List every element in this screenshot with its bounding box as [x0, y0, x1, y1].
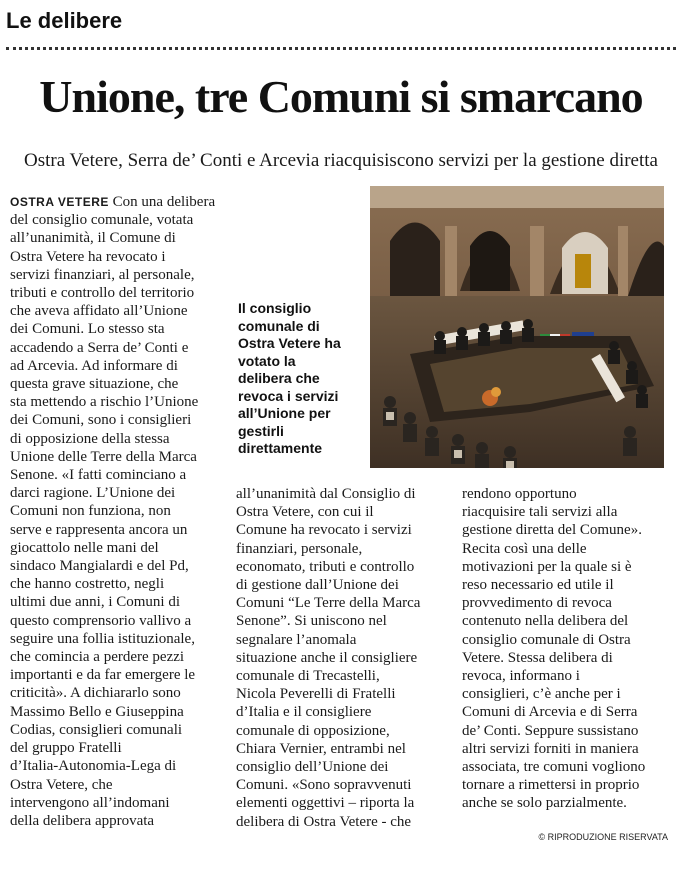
article-text-line: questo comprensorio vallivo a — [10, 612, 192, 629]
article-text-line: giocattolo nelle mani del — [10, 539, 159, 556]
council-meeting-photo — [370, 186, 664, 468]
article-text-line: comunale di opposizione, — [236, 722, 390, 739]
article-text-line: sta mettendo a rischio l’Unione — [10, 394, 199, 411]
article-column-2 — [236, 485, 448, 831]
article-first-line-text: Con una delibera — [108, 194, 216, 210]
article-text-line: provvedimento di revoca — [462, 595, 612, 612]
caption-line: Ostra Vetere ha — [238, 335, 341, 351]
article-first-line — [10, 193, 226, 211]
caption-line: gestirli — [238, 422, 284, 439]
article-text-line: comunale di Trecastelli, — [236, 668, 380, 685]
caption-line: all’Unione per — [238, 405, 331, 421]
article-text-line: seguire una follia istituzionale, — [10, 630, 195, 647]
article-text-line: contenuto nella delibera del — [462, 613, 629, 630]
article-text-line: Comuni non funziona, non — [10, 503, 171, 520]
article-text-line: dei Comuni, sono i consiglieri — [10, 412, 192, 429]
article-text-line: segnalare l’anomala — [236, 631, 357, 648]
article-text-line: sindaco Mangialardi e del Pd, — [10, 558, 189, 575]
article-text-line: ultimi due anni, i Comuni di — [10, 594, 180, 611]
article-text-line: che aveva affidato all’Unione — [10, 303, 188, 320]
article-column-1 — [10, 193, 226, 830]
article-text-line: all’unanimità dal Consiglio di — [236, 486, 416, 502]
caption-line: votato la — [238, 352, 296, 369]
article-text-line: d’Italia e il consigliere — [236, 704, 372, 721]
article-text-line: anche se solo parzialmente. — [462, 795, 627, 812]
article-text-line: che hanno costretto, negli — [10, 576, 165, 593]
dotted-divider — [6, 47, 676, 50]
article-text-line: del gruppo Fratelli — [10, 740, 122, 757]
article-text-line: Ostra Vetere, che — [10, 776, 113, 793]
article-text-line: Unione delle Terre della Marca — [10, 448, 197, 465]
article-column-3 — [462, 485, 674, 813]
article-text-line: consiglio comunale di Ostra — [462, 631, 631, 648]
article-text-line: Ostra Vetere, con cui il — [236, 504, 374, 521]
article-text-line: serve e rappresenta ancora un — [10, 521, 188, 538]
section-label: Le delibere — [6, 8, 123, 33]
article-text-line: associata, tre comuni vogliono — [462, 759, 646, 776]
article-kicker: OSTRA VETERE — [10, 195, 109, 209]
photo-caption — [238, 300, 366, 458]
article-text-line: consiglio dell’Unione dei — [236, 759, 389, 776]
article-text-line: Comuni di Arcevia e di Serra — [462, 704, 638, 721]
article-text-line: Nicola Peverelli di Fratelli — [236, 686, 396, 703]
article-text-line: Comuni “Le Terre della Marca — [236, 595, 421, 612]
article-text-line: d’Italia-Autonomia-Lega di — [10, 758, 177, 775]
caption-line: Il consiglio — [238, 300, 312, 316]
article-text-line: altri servizi forniti in maniera — [462, 740, 639, 757]
article-text-line: all’unanimità, il Comune di — [10, 230, 176, 247]
article-text-line: revoca, informano i — [462, 668, 580, 685]
article-text-line: Senone”. Si uniscono nel — [236, 613, 387, 630]
article-text-line: consiglieri, c’è anche per i — [462, 686, 621, 703]
caption-line: comunale di — [238, 317, 320, 334]
article-text-line: che comincia a perdere pezzi — [10, 649, 185, 666]
copyright-notice: © RIPRODUZIONE RISERVATA — [538, 832, 668, 842]
caption-line: direttamente — [238, 440, 323, 456]
article-text-line: rendono opportuno — [462, 486, 577, 502]
article-text-line: delibera di Ostra Vetere - che — [236, 813, 412, 830]
article-text-line: intervengono all’indomani — [10, 794, 170, 811]
article-text-line: tributi e controllo del territorio — [10, 285, 195, 302]
article-text-line: motivazioni per la quale si è — [462, 558, 632, 575]
headline: Unione, tre Comuni si smarcano — [39, 71, 643, 122]
article-text-line: criticità». A dichiararlo sono — [10, 685, 181, 702]
article-text-line: Massimo Bello e Giuseppina — [10, 703, 184, 720]
article-text-line: reso necessario ed utile il — [462, 577, 614, 594]
article-text-line: Comune ha revocato i servizi — [236, 522, 412, 539]
article-text-line: Senone. «I fatti cominciano a — [10, 467, 187, 484]
article-text-line: della delibera approvata — [10, 812, 155, 829]
article-text-line: servizi finanziari, al personale, — [10, 266, 195, 283]
article-text-line: accadendo a Serra de’ Conti e — [10, 339, 189, 356]
article-text-line: Recita così una delle — [462, 540, 587, 557]
article-text-line: Ostra Vetere ha revocato i — [10, 248, 166, 265]
article-text-line: dei Comuni. Lo stesso sta — [10, 321, 165, 338]
caption-line: revoca i servizi — [238, 387, 339, 404]
article-text-line: tornare a rimettersi in proprio — [462, 777, 640, 794]
article-text-line: darci ragione. L’Unione dei — [10, 485, 176, 502]
article-text-line: de’ Conti. Seppure sussistano — [462, 722, 639, 739]
article-text-line: gestione diretta del Comune». — [462, 522, 642, 539]
article-text-line: Comuni. «Sono sopravvenuti — [236, 777, 412, 794]
subheadline: Ostra Vetere, Serra de’ Conti e Arcevia riacquisiscono servizi per la gestione diretta — [24, 150, 658, 171]
article-text-line: finanziari, personale, — [236, 540, 363, 557]
article-text-line: Codias, consiglieri comunali — [10, 721, 183, 738]
article-text-line: Vetere. Stessa delibera di — [462, 649, 613, 666]
article-text-line: economato, tributi e controllo — [236, 558, 415, 575]
article-text-line: di gestione dall’Unione dei — [236, 577, 399, 594]
council-meeting-illustration — [370, 186, 664, 468]
article-text-line: Chiara Vernier, entrambi nel — [236, 740, 406, 757]
article-text-line: di opposizione della stessa — [10, 430, 170, 447]
article-text-line: ad Arcevia. Ad informare di — [10, 357, 178, 374]
caption-line: delibera che — [238, 370, 320, 386]
article-text-line: riacquisire tali servizi alla — [462, 504, 618, 521]
article-text-line: questa grave situazione, che — [10, 376, 179, 393]
article-text-line: del consiglio comunale, votata — [10, 212, 194, 229]
article-text-line: importanti e da far emergere le — [10, 667, 196, 684]
article-text-line: elementi oggettivi – riporta la — [236, 795, 415, 812]
article-text-line: situazione anche il consigliere — [236, 649, 418, 666]
